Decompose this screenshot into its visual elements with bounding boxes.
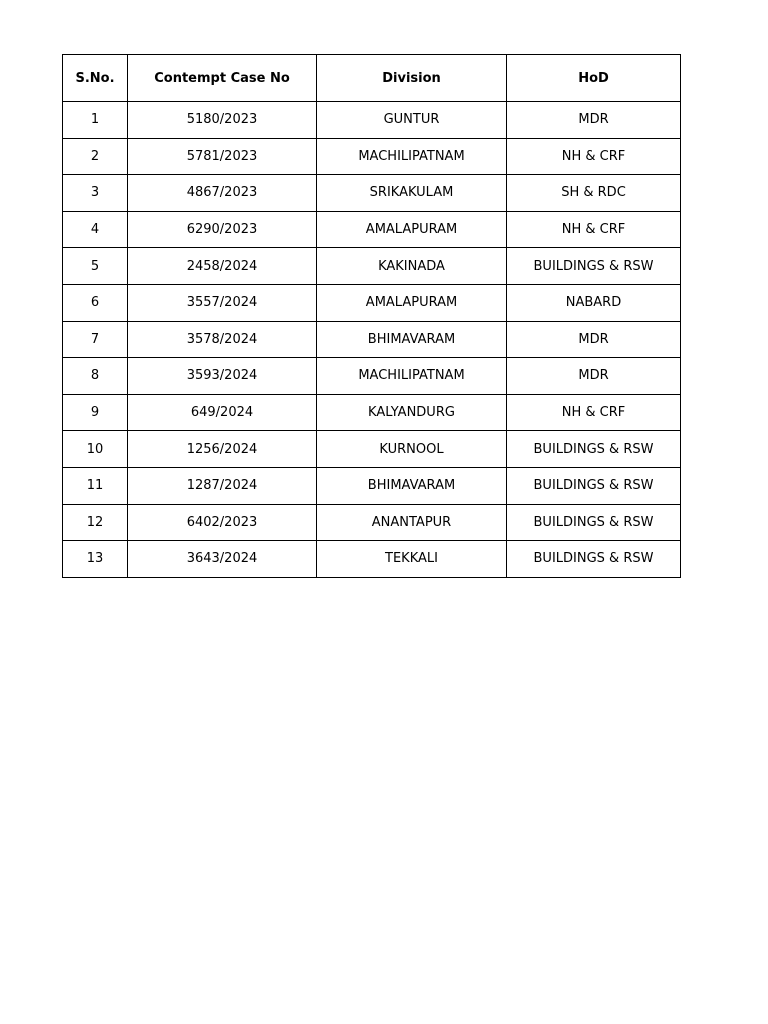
cell-case-no: 3578/2024 <box>128 321 317 358</box>
cell-sno: 1 <box>63 102 128 139</box>
cell-hod: BUILDINGS & RSW <box>507 541 681 578</box>
cell-division: GUNTUR <box>317 102 507 139</box>
cell-sno: 11 <box>63 467 128 504</box>
header-division: Division <box>317 55 507 102</box>
cell-division: MACHILIPATNAM <box>317 358 507 395</box>
cell-case-no: 4867/2023 <box>128 175 317 212</box>
header-case-no: Contempt Case No <box>128 55 317 102</box>
header-hod: HoD <box>507 55 681 102</box>
cell-case-no: 1287/2024 <box>128 467 317 504</box>
cell-case-no: 3643/2024 <box>128 541 317 578</box>
cell-sno: 5 <box>63 248 128 285</box>
cell-hod: MDR <box>507 321 681 358</box>
cell-case-no: 6402/2023 <box>128 504 317 541</box>
header-sno: S.No. <box>63 55 128 102</box>
cell-sno: 2 <box>63 138 128 175</box>
cell-hod: BUILDINGS & RSW <box>507 431 681 468</box>
table-row <box>63 102 681 139</box>
cell-case-no: 649/2024 <box>128 394 317 431</box>
cell-division: TEKKALI <box>317 541 507 578</box>
cell-division: KALYANDURG <box>317 394 507 431</box>
table-header <box>63 55 681 102</box>
table-row <box>63 541 681 578</box>
cell-hod: MDR <box>507 102 681 139</box>
cell-case-no: 1256/2024 <box>128 431 317 468</box>
table-row <box>63 358 681 395</box>
table-row <box>63 211 681 248</box>
cell-hod: BUILDINGS & RSW <box>507 248 681 285</box>
cell-division: BHIMAVARAM <box>317 467 507 504</box>
table-row <box>63 431 681 468</box>
cell-hod: NH & CRF <box>507 138 681 175</box>
cell-division: AMALAPURAM <box>317 211 507 248</box>
cell-case-no: 3593/2024 <box>128 358 317 395</box>
table-row <box>63 248 681 285</box>
cell-division: AMALAPURAM <box>317 284 507 321</box>
cell-sno: 12 <box>63 504 128 541</box>
contempt-cases-table <box>62 54 681 578</box>
cell-hod: NH & CRF <box>507 211 681 248</box>
cell-division: SRIKAKULAM <box>317 175 507 212</box>
cell-hod: MDR <box>507 358 681 395</box>
cell-division: KURNOOL <box>317 431 507 468</box>
table-row <box>63 321 681 358</box>
cell-hod: SH & RDC <box>507 175 681 212</box>
table-row <box>63 138 681 175</box>
cell-sno: 8 <box>63 358 128 395</box>
table-row <box>63 284 681 321</box>
cell-sno: 10 <box>63 431 128 468</box>
cell-sno: 7 <box>63 321 128 358</box>
cell-case-no: 2458/2024 <box>128 248 317 285</box>
cell-division: KAKINADA <box>317 248 507 285</box>
cell-case-no: 5781/2023 <box>128 138 317 175</box>
header-row <box>63 55 681 102</box>
cell-sno: 3 <box>63 175 128 212</box>
table-row <box>63 467 681 504</box>
table-row <box>63 175 681 212</box>
cell-division: ANANTAPUR <box>317 504 507 541</box>
cell-sno: 4 <box>63 211 128 248</box>
cell-hod: NABARD <box>507 284 681 321</box>
cell-hod: BUILDINGS & RSW <box>507 467 681 504</box>
cell-hod: NH & CRF <box>507 394 681 431</box>
cell-division: BHIMAVARAM <box>317 321 507 358</box>
table-body <box>63 102 681 578</box>
cell-sno: 9 <box>63 394 128 431</box>
cell-division: MACHILIPATNAM <box>317 138 507 175</box>
cell-sno: 6 <box>63 284 128 321</box>
cell-case-no: 5180/2023 <box>128 102 317 139</box>
cell-case-no: 3557/2024 <box>128 284 317 321</box>
cell-sno: 13 <box>63 541 128 578</box>
cell-hod: BUILDINGS & RSW <box>507 504 681 541</box>
table-row <box>63 504 681 541</box>
cell-case-no: 6290/2023 <box>128 211 317 248</box>
table-row <box>63 394 681 431</box>
